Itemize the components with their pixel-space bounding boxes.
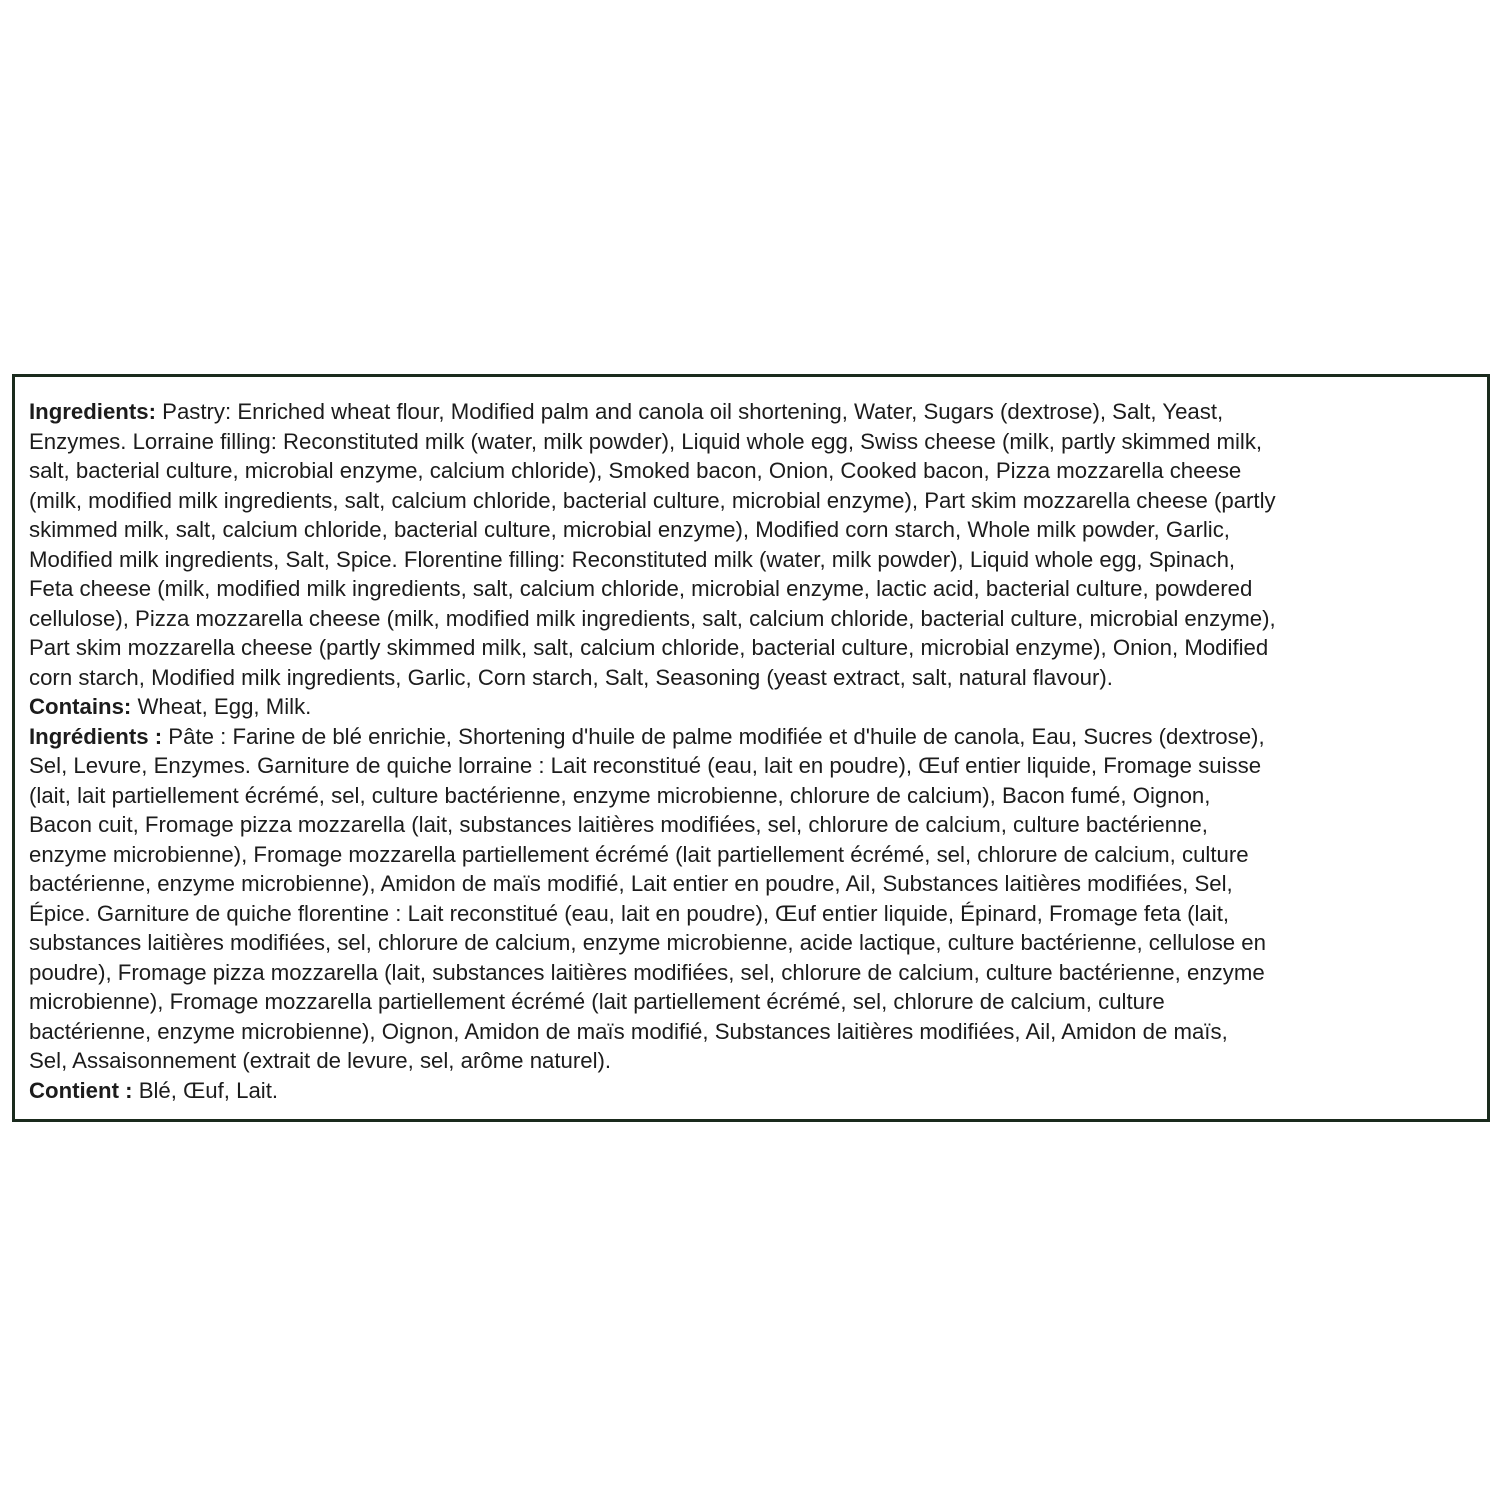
contains-text-fr: Blé, Œuf, Lait. xyxy=(132,1077,279,1103)
ingredients-line-fr-9: poudre), Fromage pizza mozzarella (lait, substances laitières modifiées, sel, chlorure de calcium, culture bactérienne, enzyme xyxy=(29,959,1265,985)
ingredients-line-fr-7: Épice. Garniture de quiche florentine : Lait reconstitué (eau, lait en poudre), Œuf entier liquide, Épinard, Fromage feta (lait, xyxy=(29,900,1230,926)
ingredients-line-fr-12: Sel, Assaisonnement (extrait de levure, sel, arôme naturel). xyxy=(29,1048,612,1073)
ingredients-line-fr-4: Bacon cuit, Fromage pizza mozzarella (lait, substances laitières modifiées, sel, chlorure de calcium, culture bactérienne, xyxy=(29,812,1208,837)
ingredients-line-en-6: Modified milk ingredients, Salt, Spice. Florentine filling: Reconstituted milk (water, milk powder), Liquid whole egg, Spinach, xyxy=(29,546,1236,572)
ingredients-line-fr-1: Pâte : Farine de blé enrichie, Shortening d'huile de palme modifiée et d'huile de canola, Eau, Sucres (dextrose), xyxy=(162,723,1265,749)
ingredients-line-en-7: Feta cheese (milk, modified milk ingredients, salt, calcium chloride, microbial enzyme, lactic acid, bacterial culture, powdered xyxy=(29,576,1253,601)
ingredients-line-fr-2: Sel, Levure, Enzymes. Garniture de quiche lorraine : Lait reconstitué (eau, lait en poudre), Œuf entier liquide, Fromage suisse xyxy=(29,753,1262,778)
ingredients-line-en-2: Enzymes. Lorraine filling: Reconstituted milk (water, milk powder), Liquid whole egg, Swiss cheese (milk, partly skimmed milk, xyxy=(29,428,1263,454)
ingredients-heading-fr: Ingrédients : xyxy=(29,723,163,749)
ingredients-line-fr-6: bactérienne, enzyme microbienne), Amidon de maïs modifié, Lait entier en poudre, Ail, Substances laitières modifiées, Sel, xyxy=(29,871,1233,896)
ingredients-line-en-4: (milk, modified milk ingredients, salt, calcium chloride, bacterial culture, microbial enzyme), Part skim mozzarella cheese (partly xyxy=(29,487,1276,513)
ingredients-line-fr-8: substances laitières modifiées, sel, chlorure de calcium, enzyme microbienne, acide lactique, culture bactérienne, cellulose en xyxy=(29,930,1266,955)
ingredients-line-en-9: Part skim mozzarella cheese (partly skimmed milk, salt, calcium chloride, bacterial culture, microbial enzyme), Onion, Modified xyxy=(29,635,1269,660)
contains-heading-fr: Contient : xyxy=(29,1077,133,1103)
ingredients-heading-en: Ingredients: xyxy=(29,399,156,424)
ingredients-line-fr-10: microbienne), Fromage mozzarella partiellement écrémé (lait partiellement écrémé, sel, chlorure de calcium, culture xyxy=(29,989,1165,1014)
ingredients-line-fr-11: bactérienne, enzyme microbienne), Oignon, Amidon de maïs modifié, Substances laitières modifiées, Ail, Amidon de maïs, xyxy=(29,1018,1228,1044)
ingredients-line-en-1: Pastry: Enriched wheat flour, Modified palm and canola oil shortening, Water, Sugars (dextrose), Salt, Yeast, xyxy=(155,399,1224,424)
ingredients-line-en-5: skimmed milk, salt, calcium chloride, bacterial culture, microbial enzyme), Modified corn starch, Whole milk powder, Garlic, xyxy=(29,517,1230,542)
contains-heading-en: Contains: xyxy=(29,694,132,719)
ingredients-label-box xyxy=(12,374,1490,1122)
ingredients-line-en-3: salt, bacterial culture, microbial enzyme, calcium chloride), Smoked bacon, Onion, Cooked bacon, Pizza mozzarella cheese xyxy=(29,458,1242,483)
ingredients-line-fr-5: enzyme microbienne), Fromage mozzarella partiellement écrémé (lait partiellement écrémé, sel, chlorure de calcium, culture xyxy=(29,841,1249,867)
ingredients-line-en-8: cellulose), Pizza mozzarella cheese (milk, modified milk ingredients, salt, calcium chloride, bacterial culture, microbial enzyme), xyxy=(29,605,1276,631)
ingredients-label-text xyxy=(29,397,1473,1105)
contains-text-en: Wheat, Egg, Milk. xyxy=(131,694,312,719)
ingredients-line-fr-3: (lait, lait partiellement écrémé, sel, culture bactérienne, enzyme microbienne, chlorure de calcium), Bacon fumé, Oignon, xyxy=(29,782,1211,808)
ingredients-line-en-10: corn starch, Modified milk ingredients, Garlic, Corn starch, Salt, Seasoning (yeast extract, salt, natural flavour). xyxy=(29,664,1113,690)
